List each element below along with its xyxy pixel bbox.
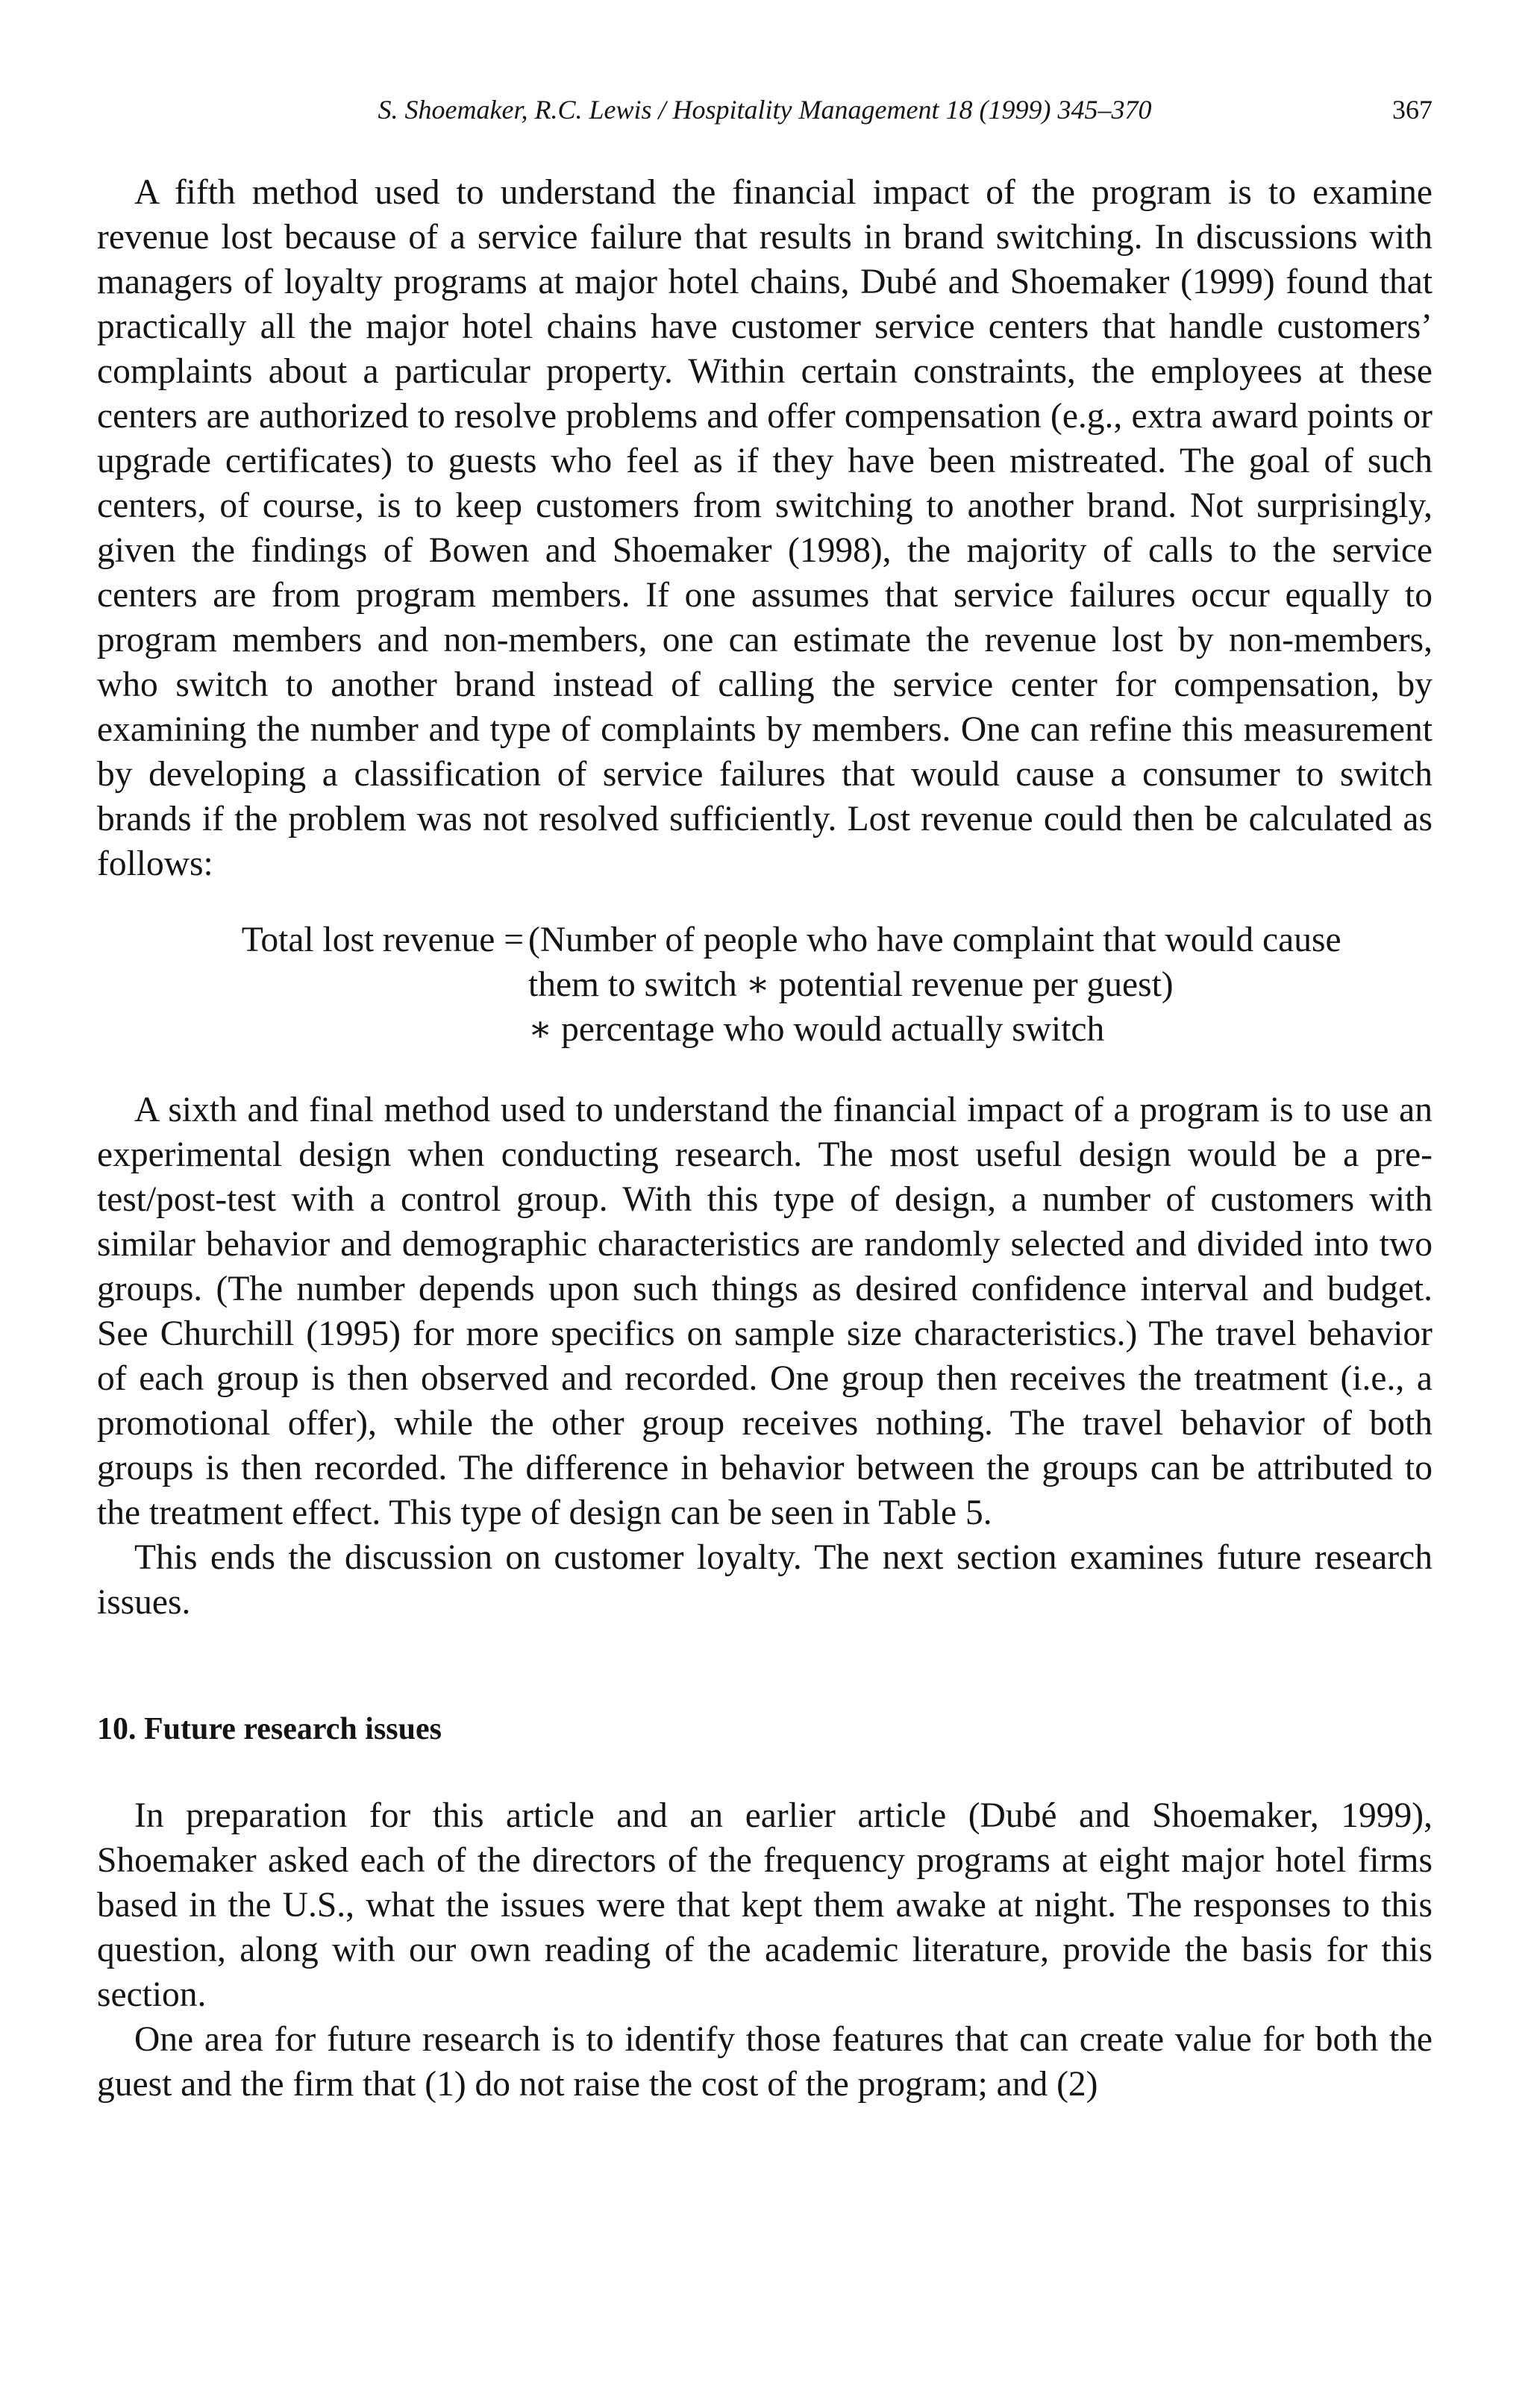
body-paragraph: A fifth method used to understand the financial impact of the program is to examine revenue lost because of a service failure that results in brand switching. In discussions with managers of loyalty programs at major hotel chains, Dubé and Shoemaker (1999) found that practically all the major hotel chains have customer service centers that handle customers’ complaints about a particular property. Within certain constraints, the employees at these centers are authorized to resolve problems and offer compensation (e.g., extra award points or upgrade certificates) to guests who feel as if they have been mistreated. The goal of such centers, of course, is to keep customers from switching to another brand. Not surprisingly, given the findings of Bowen and Shoemaker (1998), the majority of calls to the service centers are from program members. If one assumes that service failures occur equally to program members and non-members, one can estimate the revenue lost by non-members, who switch to another brand instead of calling the service center for compensation, by examining the number and type of complaints by members. One can refine this measurement by developing a classification of service failures that would cause a consumer to switch brands if the problem was not resolved sufficiently. Lost revenue could then be calculated as follows:: [97, 173, 1432, 883]
body-paragraph: One area for future research is to identify those features that can create value for both the guest and the firm that (1) do not raise the cost of the program; and (2): [97, 2020, 1432, 2104]
equation-line: ∗ percentage who would actually switch: [528, 1010, 1105, 1049]
body-paragraph: A sixth and final method used to understand the financial impact of a program is to use an experimental design when conducting research. The most useful design would be a pre-test/post-test with a control group. With this type of design, a number of customers with similar behavior and demographic characteristics are randomly selected and divided into two groups. (The number depends upon such things as desired confidence interval and budget. See Churchill (1995) for more specifics on sample size characteristics.) The travel behavior of each group is then observed and recorded. One group then receives the treatment (i.e., a promotional offer), while the other group receives nothing. The travel behavior of both groups is then recorded. The difference in behavior between the groups can be attributed to the treatment effect. This type of design can be seen in Table 5.: [97, 1091, 1432, 1532]
body-paragraph: This ends the discussion on customer loyalty. The next section examines future research issues.: [97, 1538, 1432, 1622]
equation-line: (Number of people who have complaint that would cause: [528, 921, 1341, 959]
page-number: 367: [1392, 95, 1432, 125]
equation-line: them to switch ∗ potential revenue per guest): [528, 965, 1174, 1004]
journal-citation: S. Shoemaker, R.C. Lewis / Hospitality Management 18 (1999) 345–370: [378, 95, 1152, 125]
running-head: [97, 90, 1432, 134]
equation-total-lost-revenue: [97, 918, 1432, 1052]
section-heading: 10. Future research issues: [97, 1712, 442, 1746]
equation-rhs: [528, 918, 1432, 1052]
body-paragraph: In preparation for this article and an earlier article (Dubé and Shoemaker, 1999), Shoemaker asked each of the directors of the frequency programs at eight major hotel firms based in the U.S., what the issues were that kept them awake at night. The responses to this question, along with our own reading of the academic literature, provide the basis for this section.: [97, 1796, 1432, 2014]
paper-page: [97, 90, 1432, 2107]
equation-lhs: Total lost revenue =: [241, 921, 524, 959]
